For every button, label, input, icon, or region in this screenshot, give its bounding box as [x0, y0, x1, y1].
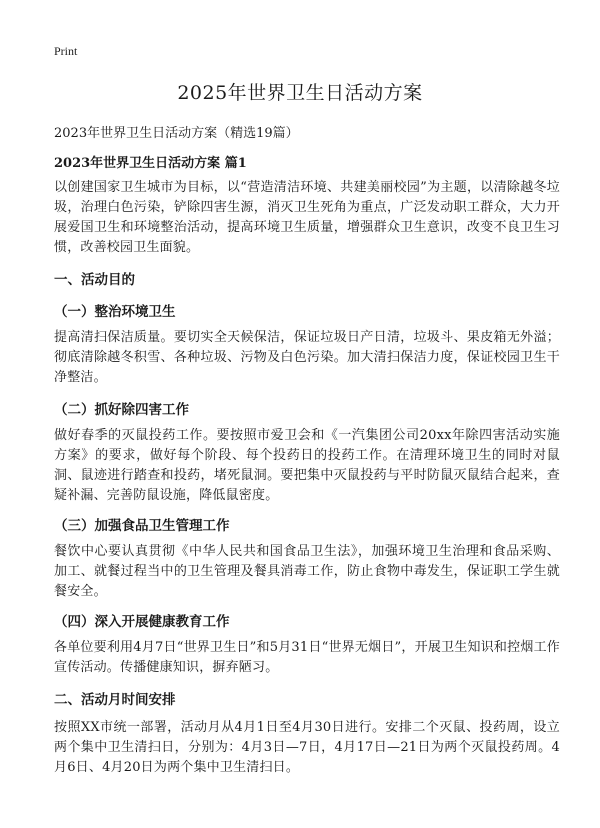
section-heading: 二、活动月时间安排	[54, 692, 176, 708]
section-paragraph: 各单位要利用4月7日“世界卫生日”和5月31日“世界无烟日”，开展卫生知识和控烟工作宣传活动。传播健康知识，摒弃陋习。	[54, 640, 560, 675]
part-heading: 2023年世界卫生日活动方案 篇1	[54, 156, 247, 171]
print-link[interactable]: Print	[54, 44, 78, 58]
section-paragraph: 提高清扫保洁质量。要切实全天候保洁，保证垃圾日产日清，垃圾斗、果皮箱无外溢；彻底清除越冬积雪、各种垃圾、污物及白色污染。加大清扫保洁力度，保证校园卫生干净整洁。	[54, 330, 560, 385]
section-heading: （一）整治环境卫生	[54, 304, 176, 320]
section-paragraph: 按照XX市统一部署，活动月从4月1日至4月30日进行。安排二个灭鼠、投药周，设立两个集中卫生清扫日，分别为：4月3日—7日，4月17日—21日为两个灭鼠投药周。4月6日、4月20日为两个集中卫生清扫日。	[54, 720, 560, 775]
page-title: 2025年世界卫生日活动方案	[177, 82, 423, 104]
section-heading: （二）抓好除四害工作	[54, 402, 189, 418]
section-heading: （三）加强食品卫生管理工作	[54, 518, 230, 534]
section-heading: （四）深入开展健康教育工作	[54, 614, 230, 630]
section-paragraph: 做好春季的灭鼠投药工作。要按照市爱卫会和《一汽集团公司20xx年除四害活动实施方案》的要求，做好每个阶段、每个投药日的投药工作。在清理环境卫生的同时对鼠洞、鼠迹进行踏查和投药，堵死鼠洞。要把集中灭鼠投药与平时防鼠灭鼠结合起来，查疑补漏、完善防鼠设施，降低鼠密度。	[54, 428, 560, 503]
intro-paragraph: 以创建国家卫生城市为目标，以“营造清洁环境、共建美丽校园”为主题，以清除越冬垃圾，治理白色污染，铲除四害生源，消灭卫生死角为重点，广泛发动职工群众，大力开展爱国卫生和环境整治活动，提高环境卫生质量，增强群众卫生意识，改变不良卫生习惯，改善校园卫生面貌。	[54, 180, 560, 255]
section-paragraph: 餐饮中心要认真贯彻《中华人民共和国食品卫生法》，加强环境卫生治理和食品采购、加工、就餐过程当中的卫生管理及餐具消毒工作，防止食物中毒发生，保证职工学生就餐安全。	[54, 544, 560, 599]
section-heading: 一、活动目的	[54, 272, 135, 288]
document-subtitle: 2023年世界卫生日活动方案（精选19篇）	[54, 126, 299, 141]
